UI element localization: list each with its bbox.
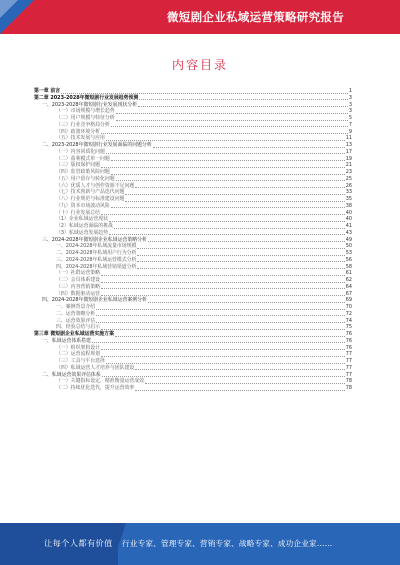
toc-entry[interactable] bbox=[34, 284, 352, 291]
report-title: 微短剧企业私域运营策略研究报告 bbox=[167, 10, 344, 24]
footer-slogan: 让每个人都有价值 bbox=[44, 538, 113, 548]
toc-entry[interactable] bbox=[34, 331, 352, 338]
toc-leader-dots bbox=[116, 180, 345, 181]
toc-entry-title: （五）技术发展与应用 bbox=[56, 135, 105, 142]
toc-leader-dots bbox=[101, 288, 345, 289]
toc-entry[interactable] bbox=[34, 338, 352, 345]
toc-leader-dots bbox=[125, 194, 344, 195]
toc-entry-title: 四、2024-2028年私域营销渠道分析 bbox=[56, 263, 137, 270]
toc-entry[interactable] bbox=[34, 88, 352, 95]
toc-entry-page: 69 bbox=[345, 297, 352, 304]
toc-leader-dots bbox=[102, 376, 345, 377]
toc-entry-page: 56 bbox=[345, 256, 352, 263]
toc-leader-dots bbox=[153, 147, 345, 148]
toc-leader-dots bbox=[101, 282, 345, 283]
toc-leader-dots bbox=[145, 383, 345, 384]
toc-entry-title: （一）内容同质化问题 bbox=[56, 148, 105, 155]
toc-entry-title: （四）政策环境分析 bbox=[56, 128, 101, 135]
report-header-bar bbox=[0, 0, 400, 34]
toc-entry-title: （一）关键指标设定，精准衡量运营成效 bbox=[56, 378, 145, 385]
toc-leader-dots bbox=[61, 93, 348, 94]
toc-entry-title: （三）工具与平台选择 bbox=[56, 358, 105, 364]
toc-entry-title: 第三章 微短剧企业私域运营实施方案 bbox=[34, 331, 114, 337]
toc-entry-page: 3 bbox=[348, 94, 352, 101]
toc-entry-page: 41 bbox=[345, 223, 352, 229]
toc-entry-page: 77 bbox=[345, 351, 352, 358]
toc-entry-page: 38 bbox=[345, 202, 352, 209]
toc-entry-title: （八）行业规范与标准建设问题 bbox=[56, 196, 125, 202]
toc-entry[interactable] bbox=[34, 203, 352, 210]
toc-entry-title: （二）会员体系建设 bbox=[56, 277, 101, 283]
toc-leader-dots bbox=[101, 275, 345, 276]
toc-entry-title: （二）运营流程规划 bbox=[56, 351, 101, 358]
toc-entry-page: 58 bbox=[345, 263, 352, 270]
toc-entry-page: 25 bbox=[345, 175, 352, 182]
toc-entry-page: 19 bbox=[345, 155, 352, 162]
toc-entry-title: （三）行业竞争格局分析 bbox=[56, 121, 110, 128]
toc-entry-title: （3）私域运营发展趋势 bbox=[56, 229, 109, 236]
toc-entry[interactable] bbox=[34, 95, 352, 102]
toc-leader-dots bbox=[135, 187, 345, 188]
toc-entry-page: 64 bbox=[345, 283, 352, 290]
toc-entry-page: 43 bbox=[345, 229, 352, 236]
toc-entry-title: 二、运营策略分析 bbox=[56, 310, 96, 317]
toc-entry-page: 40 bbox=[345, 209, 352, 216]
toc-entry[interactable] bbox=[34, 378, 352, 385]
toc-entry-title: （一）市场规模与增长趋势 bbox=[56, 108, 115, 115]
toc-leader-dots bbox=[106, 153, 345, 154]
toc-entry[interactable] bbox=[34, 250, 352, 257]
toc-entry-page: 1 bbox=[348, 88, 352, 94]
report-footer-bar bbox=[0, 523, 400, 565]
toc-leader-dots bbox=[135, 390, 345, 391]
toc-entry-title: （二）持续优化迭代，提升运营效率 bbox=[56, 385, 135, 391]
toc-entry-title: 三、2024-2028年私域运营模式分析 bbox=[56, 256, 137, 263]
toc-leader-dots bbox=[148, 241, 345, 242]
toc-leader-dots bbox=[125, 201, 344, 202]
toc-entry[interactable] bbox=[34, 243, 352, 250]
toc-entry[interactable] bbox=[34, 108, 352, 115]
toc-entry-title: 二、私域运营效果评估体系 bbox=[42, 371, 101, 378]
toc-entry-page: 13 bbox=[345, 142, 352, 148]
toc-entry-page: 3 bbox=[348, 108, 352, 115]
toc-leader-dots bbox=[101, 329, 345, 330]
toc-entry-page: 75 bbox=[345, 324, 352, 331]
toc-entry-title: （二）用户规模与特征分析 bbox=[56, 115, 115, 121]
toc-leader-dots bbox=[139, 99, 348, 100]
toc-entry-title: 四、2024-2028年微短剧企业私域运营案例分析 bbox=[42, 297, 147, 304]
toc-entry-page: 76 bbox=[345, 331, 352, 337]
toc-entry[interactable] bbox=[34, 142, 352, 149]
toc-leader-dots bbox=[148, 302, 345, 303]
toc-leader-dots bbox=[114, 228, 345, 229]
toc-entry[interactable] bbox=[34, 304, 352, 311]
toc-entry-title: 第二章 2023-2028年微短剧行业发展趋势预测 bbox=[34, 94, 139, 101]
toc-entry[interactable] bbox=[34, 122, 352, 129]
toc-entry-title: 一、私域运营体系搭建 bbox=[42, 337, 91, 344]
toc-entry-title: （一）社群运营策略 bbox=[56, 270, 101, 277]
toc-entry-page: 21 bbox=[345, 162, 352, 169]
toc-entry-title: 一、案例背景介绍 bbox=[56, 304, 96, 310]
toc-entry-title: 一、2024-2028年私域流量市场规模 bbox=[56, 243, 137, 250]
toc-entry-title: 四、经验总结与启示 bbox=[56, 324, 101, 331]
toc-entry-title: 三、2024-2028年微短剧企业私域运营策略分析 bbox=[42, 236, 147, 243]
toc-entry-page: 53 bbox=[345, 250, 352, 256]
toc-leader-dots bbox=[101, 214, 345, 215]
toc-entry[interactable] bbox=[34, 311, 352, 318]
toc-leader-dots bbox=[135, 369, 345, 370]
toc-entry-page: 62 bbox=[345, 277, 352, 283]
toc-entry[interactable] bbox=[34, 324, 352, 331]
footer-expert-list: 行业专家、管理专家、营销专家、战略专家、成功企业家…… bbox=[122, 539, 333, 548]
toc-entry-page: 40 bbox=[345, 216, 352, 223]
toc-entry-title: （四）数据驱动运营 bbox=[56, 290, 101, 297]
toc-entry-title: （三）内容营销策略 bbox=[56, 283, 101, 290]
toc-leader-dots bbox=[101, 349, 345, 350]
toc-entry-page: 78 bbox=[345, 378, 352, 385]
toc-entry-page: 33 bbox=[345, 189, 352, 196]
toc-leader-dots bbox=[111, 207, 345, 208]
toc-heading: 内容目录 bbox=[171, 58, 228, 72]
toc-leader-dots bbox=[96, 315, 345, 316]
toc-entry-title: （2）私域运营面临的挑战 bbox=[56, 223, 113, 229]
toc-leader-dots bbox=[101, 133, 348, 134]
toc-entry[interactable] bbox=[34, 297, 352, 304]
toc-leader-dots bbox=[96, 322, 345, 323]
toc-leader-dots bbox=[106, 140, 345, 141]
toc-entry-page: 49 bbox=[345, 236, 352, 243]
toc-entry-page: 7 bbox=[348, 121, 352, 128]
toc-entry-page: 50 bbox=[345, 243, 352, 250]
toc-leader-dots bbox=[115, 336, 345, 337]
toc-entry-page: 3 bbox=[348, 101, 352, 108]
toc-entry-page: 77 bbox=[345, 358, 352, 364]
toc-entry-page: 77 bbox=[345, 364, 352, 371]
toc-entry[interactable] bbox=[34, 162, 352, 169]
toc-entry-title: （五）用户留存与转化问题 bbox=[56, 175, 115, 182]
toc-entry[interactable] bbox=[34, 189, 352, 196]
toc-leader-dots bbox=[116, 113, 348, 114]
toc-entry[interactable] bbox=[34, 223, 352, 230]
toc-entry-title: （1）企业私域运营现状 bbox=[56, 216, 109, 223]
toc-entry[interactable] bbox=[34, 365, 352, 372]
toc-entry-title: （一）组织架构设计 bbox=[56, 344, 101, 351]
toc-entry[interactable] bbox=[34, 176, 352, 183]
toc-leader-dots bbox=[116, 120, 348, 121]
toc-entry-page: 77 bbox=[345, 371, 352, 378]
toc-entry-title: （三）版权保护问题 bbox=[56, 162, 101, 169]
toc-entry-title: （四）监管政策风险问题 bbox=[56, 169, 110, 175]
toc-entry[interactable] bbox=[34, 115, 352, 122]
toc-leader-dots bbox=[111, 174, 345, 175]
toc-entry-page: 9 bbox=[348, 128, 352, 135]
toc-entry[interactable] bbox=[34, 270, 352, 277]
toc-entry-page: 61 bbox=[345, 270, 352, 277]
toc-leader-dots bbox=[101, 356, 345, 357]
toc-entry[interactable] bbox=[34, 385, 352, 392]
toc-entry[interactable] bbox=[34, 257, 352, 264]
toc-entry[interactable] bbox=[34, 196, 352, 203]
toc-leader-dots bbox=[92, 342, 345, 343]
toc-entry-title: （四）私域运营人才培养与团队建设 bbox=[56, 364, 135, 371]
toc-entry-title: （九）资本市场波动风险 bbox=[56, 202, 110, 209]
toc-entry-title: 三、运营效果评估 bbox=[56, 317, 96, 324]
toc-entry-title: 二、2024-2028年私域用户行为分析 bbox=[56, 250, 137, 256]
toc-leader-dots bbox=[138, 106, 348, 107]
toc-leader-dots bbox=[137, 268, 344, 269]
toc-entry[interactable] bbox=[34, 277, 352, 284]
toc-leader-dots bbox=[137, 255, 344, 256]
toc-entry[interactable] bbox=[34, 358, 352, 365]
toc-leader-dots bbox=[101, 295, 345, 296]
toc-entry-page: 70 bbox=[345, 304, 352, 310]
toc-leader-dots bbox=[106, 363, 345, 364]
toc-entry-page: 78 bbox=[345, 385, 352, 391]
toc-leader-dots bbox=[111, 126, 348, 127]
toc-entry-page: 67 bbox=[345, 290, 352, 297]
toc-entry[interactable] bbox=[34, 216, 352, 223]
toc-entry-page: 74 bbox=[345, 317, 352, 324]
toc-entry-page: 76 bbox=[345, 337, 352, 344]
toc-entry-title: 第一章 前言 bbox=[34, 88, 61, 94]
toc-entry-title: 二、2023-2028年微短剧行业发展面临的问题分析 bbox=[42, 142, 152, 148]
toc-entry-page: 23 bbox=[345, 169, 352, 175]
toc-entry[interactable] bbox=[34, 230, 352, 237]
toc-leader-dots bbox=[101, 167, 345, 168]
toc-entry-page: 26 bbox=[345, 182, 352, 189]
toc-entry[interactable] bbox=[34, 135, 352, 142]
toc-leader-dots bbox=[137, 261, 344, 262]
toc-entry-page: 35 bbox=[345, 196, 352, 202]
toc-entry-page: 76 bbox=[345, 344, 352, 351]
toc-entry[interactable] bbox=[34, 169, 352, 176]
toc-entry-page: 11 bbox=[345, 135, 352, 142]
toc-entry-title: （十）行业发展总结 bbox=[56, 209, 101, 216]
toc-entry-title: （六）优质人才与创作资源不足问题 bbox=[56, 182, 135, 189]
header-corner-highlight bbox=[0, 0, 18, 18]
toc-leader-dots bbox=[96, 309, 345, 310]
toc-entry-page: 72 bbox=[345, 310, 352, 317]
toc-entry-title: （二）盈利模式单一问题 bbox=[56, 155, 110, 162]
toc-leader-dots bbox=[109, 221, 345, 222]
toc-entry-page: 5 bbox=[348, 115, 352, 121]
toc-entry-title: （七）技术创新与产品迭代问题 bbox=[56, 189, 125, 196]
toc-leader-dots bbox=[109, 234, 345, 235]
toc-entry-title: 一、2023-2028年微短剧行业发展现状分析 bbox=[42, 101, 138, 108]
toc-leader-dots bbox=[111, 160, 345, 161]
table-of-contents bbox=[34, 88, 352, 392]
toc-entry[interactable] bbox=[34, 149, 352, 156]
toc-leader-dots bbox=[137, 248, 344, 249]
toc-entry[interactable] bbox=[34, 351, 352, 358]
toc-entry-page: 17 bbox=[345, 148, 352, 155]
